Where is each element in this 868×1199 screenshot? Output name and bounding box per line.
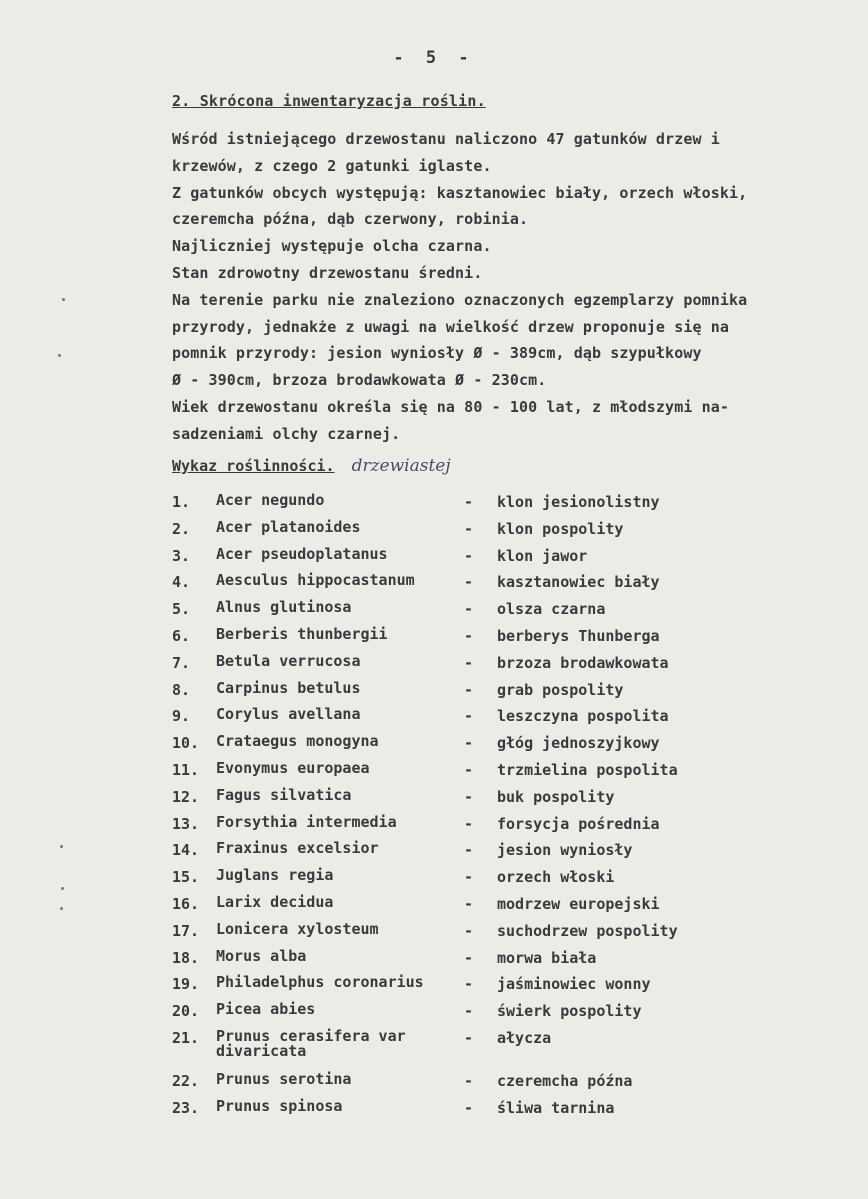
separator-dash: - — [464, 948, 474, 967]
plant-number: 3. — [172, 546, 191, 565]
plant-list-item — [172, 865, 732, 892]
latin-name: Fagus silvatica — [216, 785, 352, 804]
polish-name: forsycja pośrednia — [497, 814, 660, 833]
latin-name: Corylus avellana — [216, 705, 361, 724]
paragraph-line: przyrody, jednakże z uwagi na wielkość drzew proponuje się na — [172, 317, 729, 336]
plant-list-item — [172, 1096, 732, 1123]
latin-name: Crataegus monogyna — [216, 732, 379, 751]
polish-name: orzech włoski — [497, 868, 615, 887]
polish-name: jaśminowiec wonny — [497, 975, 651, 994]
handwritten-annotation: drzewiastej — [351, 456, 451, 476]
polish-name: kasztanowiec biały — [497, 573, 660, 592]
paragraph-line: Wiek drzewostanu określa się na 80 - 100 lat, z młodszymi na- — [172, 397, 729, 416]
latin-name: Acer pseudoplatanus — [216, 544, 388, 563]
separator-dash: - — [464, 760, 474, 779]
margin-mark — [60, 907, 63, 910]
separator-dash: - — [464, 841, 474, 860]
paragraph-line: Z gatunków obcych występują: kasztanowiec biały, orzech włoski, — [172, 183, 748, 202]
plant-list-item — [172, 544, 732, 571]
paragraph-line: czeremcha późna, dąb czerwony, robinia. — [172, 210, 529, 229]
polish-name: klon jawor — [497, 546, 588, 565]
plant-list-item — [172, 651, 732, 678]
latin-name: Acer platanoides — [216, 517, 361, 536]
plant-number: 22. — [172, 1071, 200, 1090]
polish-name: śliwa tarnina — [497, 1098, 615, 1117]
plant-list-item — [172, 812, 732, 839]
separator-dash: - — [464, 1098, 474, 1117]
plant-list-item — [172, 892, 732, 919]
paragraph-line: krzewów, z czego 2 gatunki iglaste. — [172, 156, 492, 175]
separator-dash: - — [464, 975, 474, 994]
plant-number: 11. — [172, 760, 200, 779]
polish-name: buk pospolity — [497, 787, 615, 806]
plant-list — [172, 490, 732, 1123]
plant-number: 13. — [172, 814, 200, 833]
section-heading: 2. Skrócona inwentaryzacja roślin. — [172, 92, 486, 110]
plant-list-item — [172, 678, 732, 705]
plant-list-item — [172, 517, 732, 544]
plant-list-item — [172, 919, 732, 946]
plant-number: 18. — [172, 948, 200, 967]
polish-name: głóg jednoszyjkowy — [497, 734, 660, 753]
plant-list-item — [172, 785, 732, 812]
paragraph-line: Ø - 390cm, brzoza brodawkowata Ø - 230cm. — [172, 371, 547, 390]
plant-number: 2. — [172, 519, 191, 538]
latin-name: Forsythia intermedia — [216, 812, 397, 831]
margin-mark — [60, 845, 63, 848]
paragraph-line: Wśród istniejącego drzewostanu naliczono 47 gatunków drzew i — [172, 130, 720, 148]
plant-number: 10. — [172, 734, 200, 753]
polish-name: grab pospolity — [497, 680, 624, 699]
page-number: - 5 - — [393, 48, 475, 68]
plant-number: 6. — [172, 626, 191, 645]
plant-number: 21. — [172, 1028, 200, 1047]
plant-number: 8. — [172, 680, 191, 699]
latin-name: Evonymus europaea — [216, 758, 370, 777]
polish-name: berberys Thunberga — [497, 626, 660, 645]
plant-number: 12. — [172, 787, 200, 806]
latin-name: Prunus cerasifera var divaricata — [216, 1026, 406, 1060]
plant-number: 16. — [172, 894, 200, 913]
separator-dash: - — [464, 814, 474, 833]
margin-mark — [61, 887, 64, 890]
margin-mark — [58, 354, 61, 357]
plant-list-item — [172, 731, 732, 758]
margin-mark — [62, 298, 65, 301]
latin-name: Aesculus hippocastanum — [216, 571, 415, 590]
polish-name: suchodrzew pospolity — [497, 921, 678, 940]
separator-dash: - — [464, 894, 474, 913]
paragraph-line: sadzeniami olchy czarnej. — [172, 424, 401, 443]
plant-list-item — [172, 1069, 732, 1096]
separator-dash: - — [464, 707, 474, 726]
latin-name: Prunus spinosa — [216, 1096, 343, 1115]
latin-name: Morus alba — [216, 946, 307, 965]
plant-list-item — [172, 972, 732, 999]
latin-name: Lonicera xylosteum — [216, 919, 379, 938]
polish-name: ałycza — [497, 1028, 552, 1047]
separator-dash: - — [464, 1071, 474, 1090]
list-heading-text: Wykaz roślinności. — [172, 457, 335, 475]
latin-name: Betula verrucosa — [216, 651, 361, 670]
plant-list-item — [172, 1026, 732, 1069]
paragraph-line: Najliczniej występuje olcha czarna. — [172, 237, 492, 256]
plant-list-item — [172, 999, 732, 1026]
plant-number: 5. — [172, 600, 191, 619]
plant-number: 14. — [172, 841, 200, 860]
polish-name: czeremcha późna — [497, 1071, 633, 1090]
paragraph-line: pomnik przyrody: jesion wyniosły Ø - 389cm, dąb szypułkowy — [172, 344, 702, 363]
plant-list-heading — [172, 456, 451, 476]
plant-number: 7. — [172, 653, 191, 672]
separator-dash: - — [464, 787, 474, 806]
polish-name: morwa biała — [497, 948, 597, 967]
plant-list-item — [172, 570, 732, 597]
polish-name: jesion wyniosły — [497, 841, 633, 860]
separator-dash: - — [464, 734, 474, 753]
polish-name: brzoza brodawkowata — [497, 653, 669, 672]
polish-name: świerk pospolity — [497, 1002, 642, 1021]
plant-number: 4. — [172, 573, 191, 592]
plant-list-item — [172, 704, 732, 731]
separator-dash: - — [464, 493, 474, 511]
polish-name: klon jesionolistny — [497, 493, 660, 511]
plant-number: 19. — [172, 975, 200, 994]
polish-name: olsza czarna — [497, 600, 606, 619]
latin-name: Acer negundo — [216, 491, 325, 509]
paragraph-line: Na terenie parku nie znaleziono oznaczonych egzemplarzy pomnika — [172, 290, 748, 309]
latin-name: Berberis thunbergii — [216, 624, 388, 643]
plant-number: 23. — [172, 1098, 200, 1117]
separator-dash: - — [464, 921, 474, 940]
separator-dash: - — [464, 1002, 474, 1021]
plant-list-item — [172, 624, 732, 651]
plant-number: 17. — [172, 921, 200, 940]
latin-name: Carpinus betulus — [216, 678, 361, 697]
plant-list-item — [172, 946, 732, 973]
latin-name: Philadelphus coronarius — [216, 973, 424, 992]
plant-list-item — [172, 490, 732, 517]
plant-number: 20. — [172, 1002, 200, 1021]
separator-dash: - — [464, 600, 474, 619]
separator-dash: - — [464, 573, 474, 592]
latin-name: Prunus serotina — [216, 1069, 352, 1088]
polish-name: leszczyna pospolita — [497, 707, 669, 726]
separator-dash: - — [464, 519, 474, 538]
paragraph-line: Stan zdrowotny drzewostanu średni. — [172, 263, 483, 282]
plant-number: 9. — [172, 707, 191, 726]
plant-number: 1. — [172, 493, 191, 511]
separator-dash: - — [464, 680, 474, 699]
latin-name: Larix decidua — [216, 892, 334, 911]
plant-list-item — [172, 597, 732, 624]
separator-dash: - — [464, 1028, 474, 1047]
latin-name: Alnus glutinosa — [216, 598, 352, 617]
separator-dash: - — [464, 868, 474, 887]
inventory-paragraph — [172, 126, 862, 448]
separator-dash: - — [464, 546, 474, 565]
polish-name: trzmielina pospolita — [497, 760, 678, 779]
plant-list-item — [172, 758, 732, 785]
separator-dash: - — [464, 626, 474, 645]
latin-name: Picea abies — [216, 1000, 316, 1019]
plant-list-item — [172, 838, 732, 865]
separator-dash: - — [464, 653, 474, 672]
polish-name: modrzew europejski — [497, 894, 660, 913]
latin-name: Juglans regia — [216, 866, 334, 885]
latin-name: Fraxinus excelsior — [216, 839, 379, 858]
plant-number: 15. — [172, 868, 200, 887]
polish-name: klon pospolity — [497, 519, 624, 538]
